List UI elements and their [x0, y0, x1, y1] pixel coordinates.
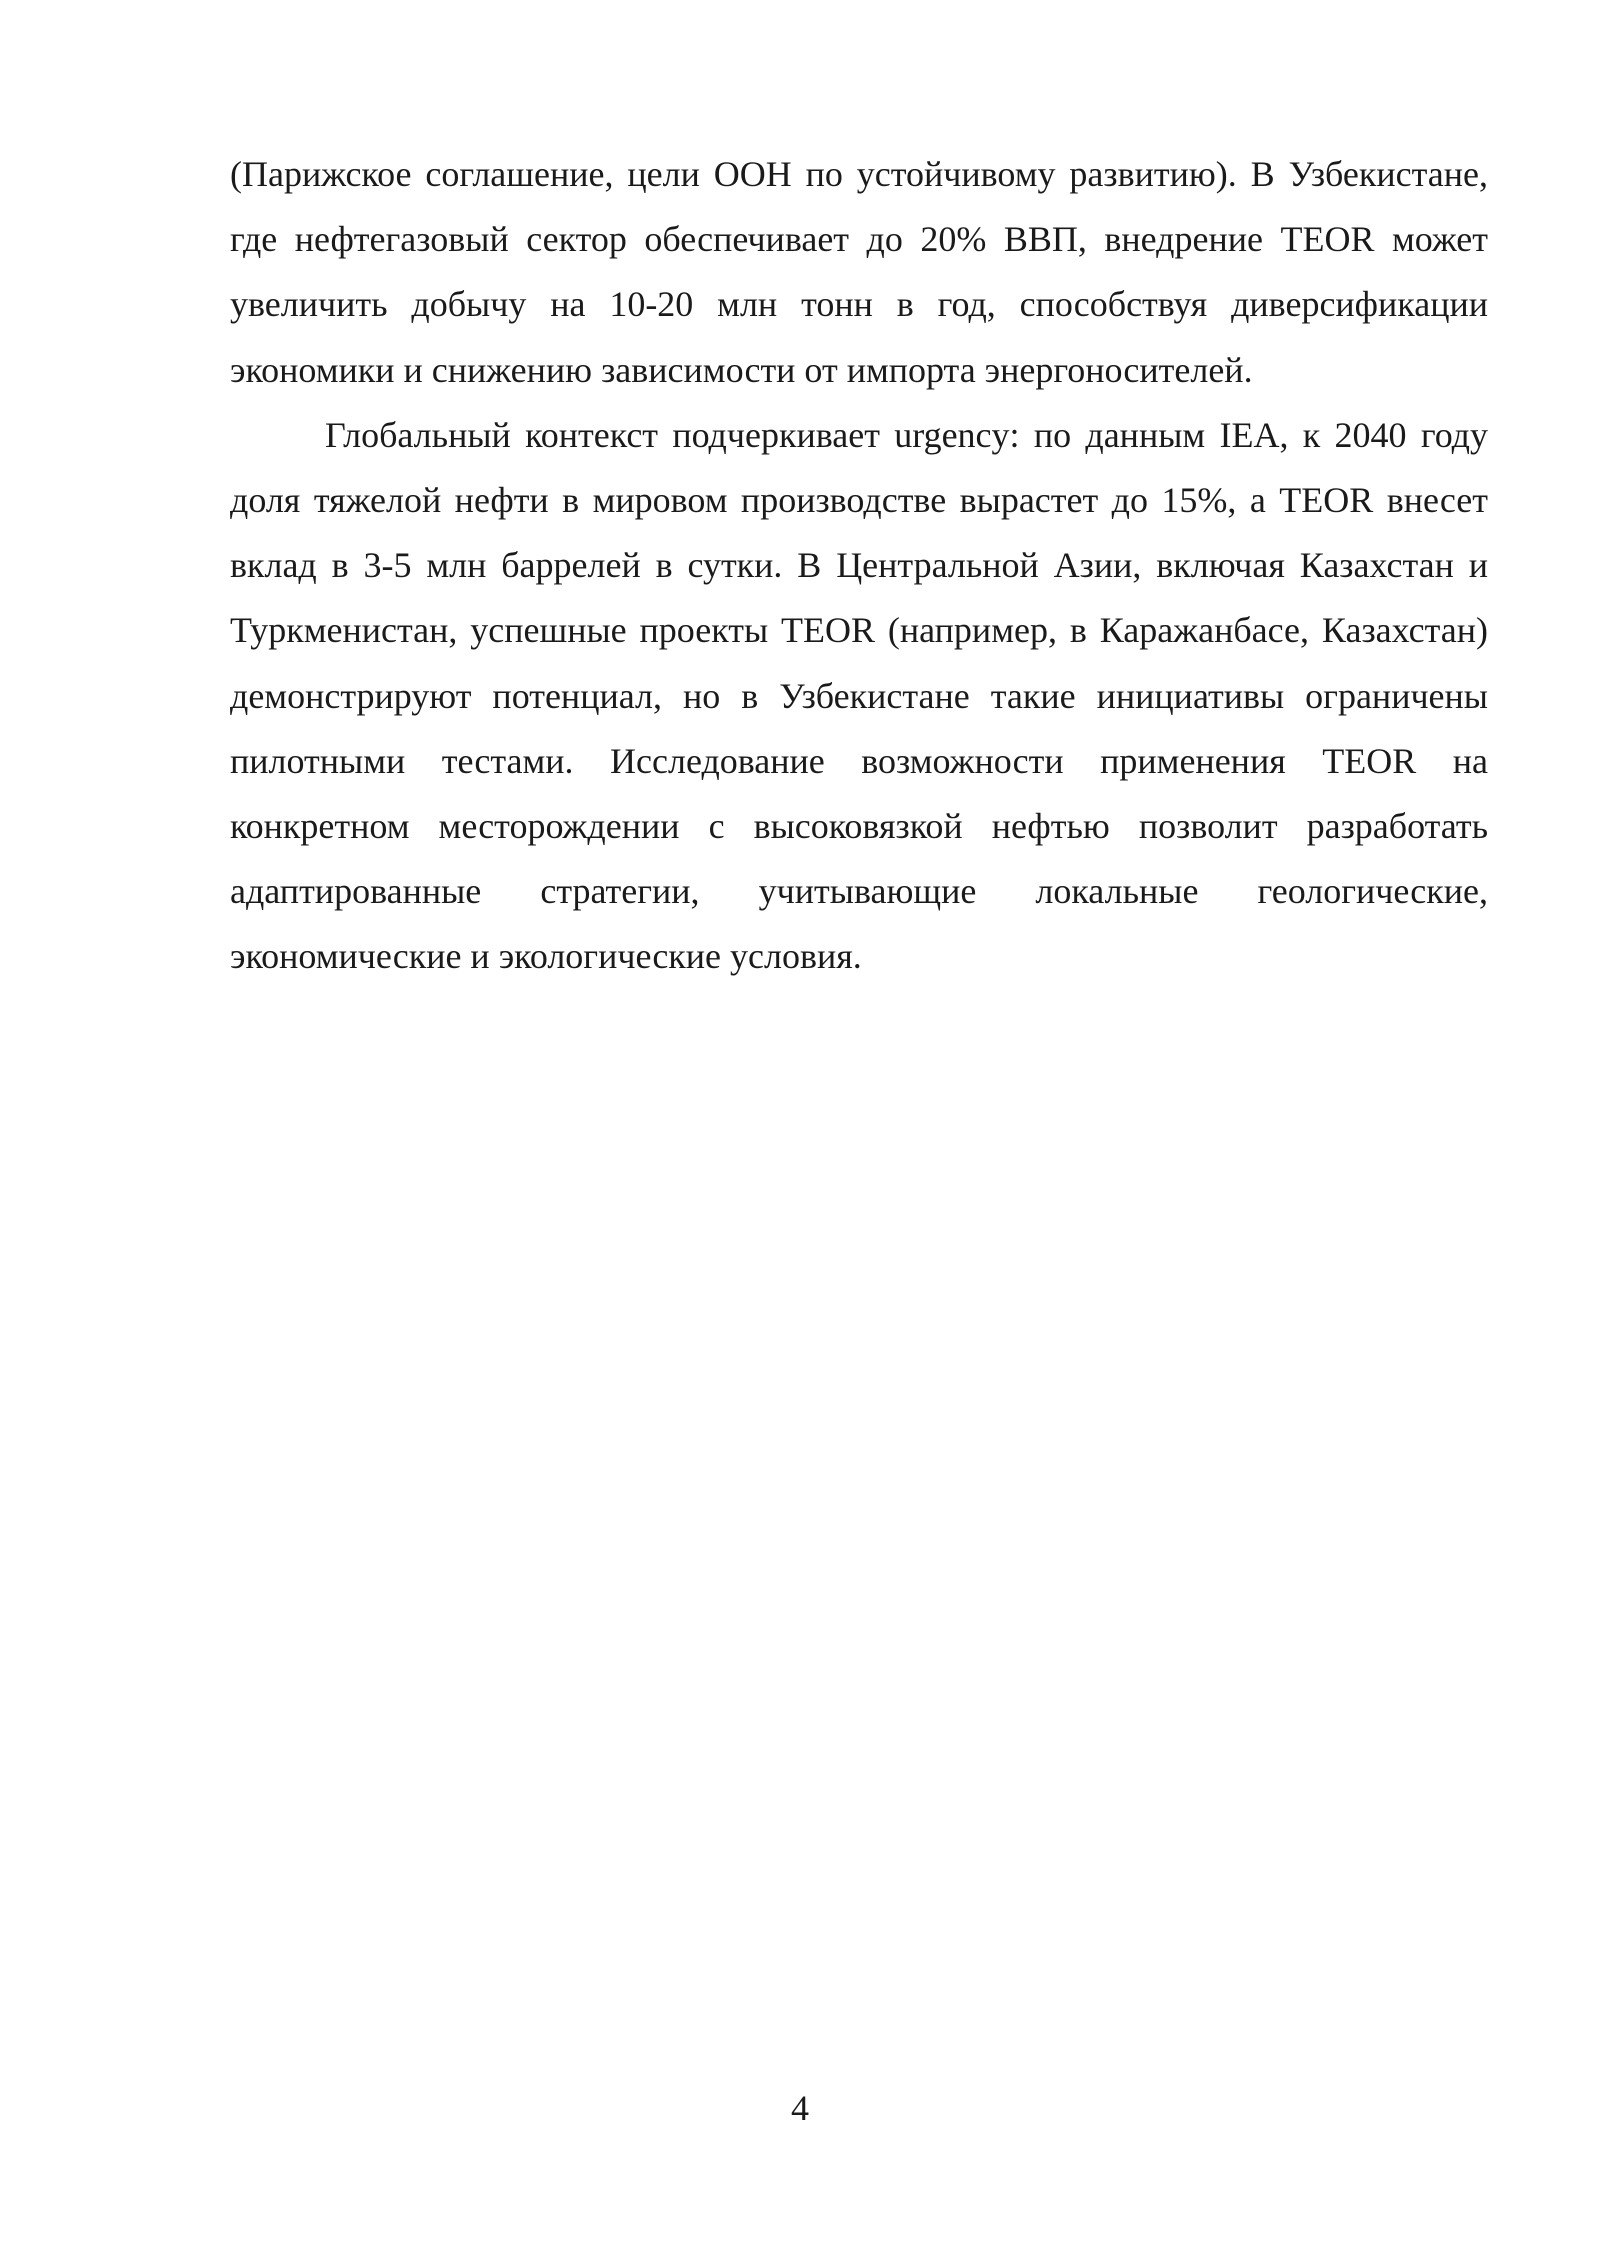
paragraph-global-context: Глобальный контекст подчеркивает urgency: по данным IEA, к 2040 году доля тяжелой нефти в мировом производстве вырастет до 15%, а TEOR внесет вклад в 3-5 млн баррелей в сутки. В Центральной Азии, включая Казахстан и Туркменистан, успешные проекты TEOR (например, в Каражанбасе, Казахстан) демонстрируют потенциал, но в Узбекистане такие инициативы ограничены пилотными тестами. Исследование возможности применения TEOR на конкретном месторождении с высоковязкой нефтью позволит разработать адаптированные стратегии, учитывающие локальные геологические, экономические и экологические условия. — [230, 414, 1488, 977]
page-number: 4 — [791, 2088, 809, 2128]
body-text — [230, 142, 1488, 990]
paragraph-continuation: (Парижское соглашение, цели ООН по устойчивому развитию). В Узбекистане, где нефтегазовый сектор обеспечивает до 20% ВВП, внедрение TEOR может увеличить добычу на 10-20 млн тонн в год, способствуя диверсификации экономики и снижению зависимости от импорта энергоносителей. — [230, 154, 1488, 390]
